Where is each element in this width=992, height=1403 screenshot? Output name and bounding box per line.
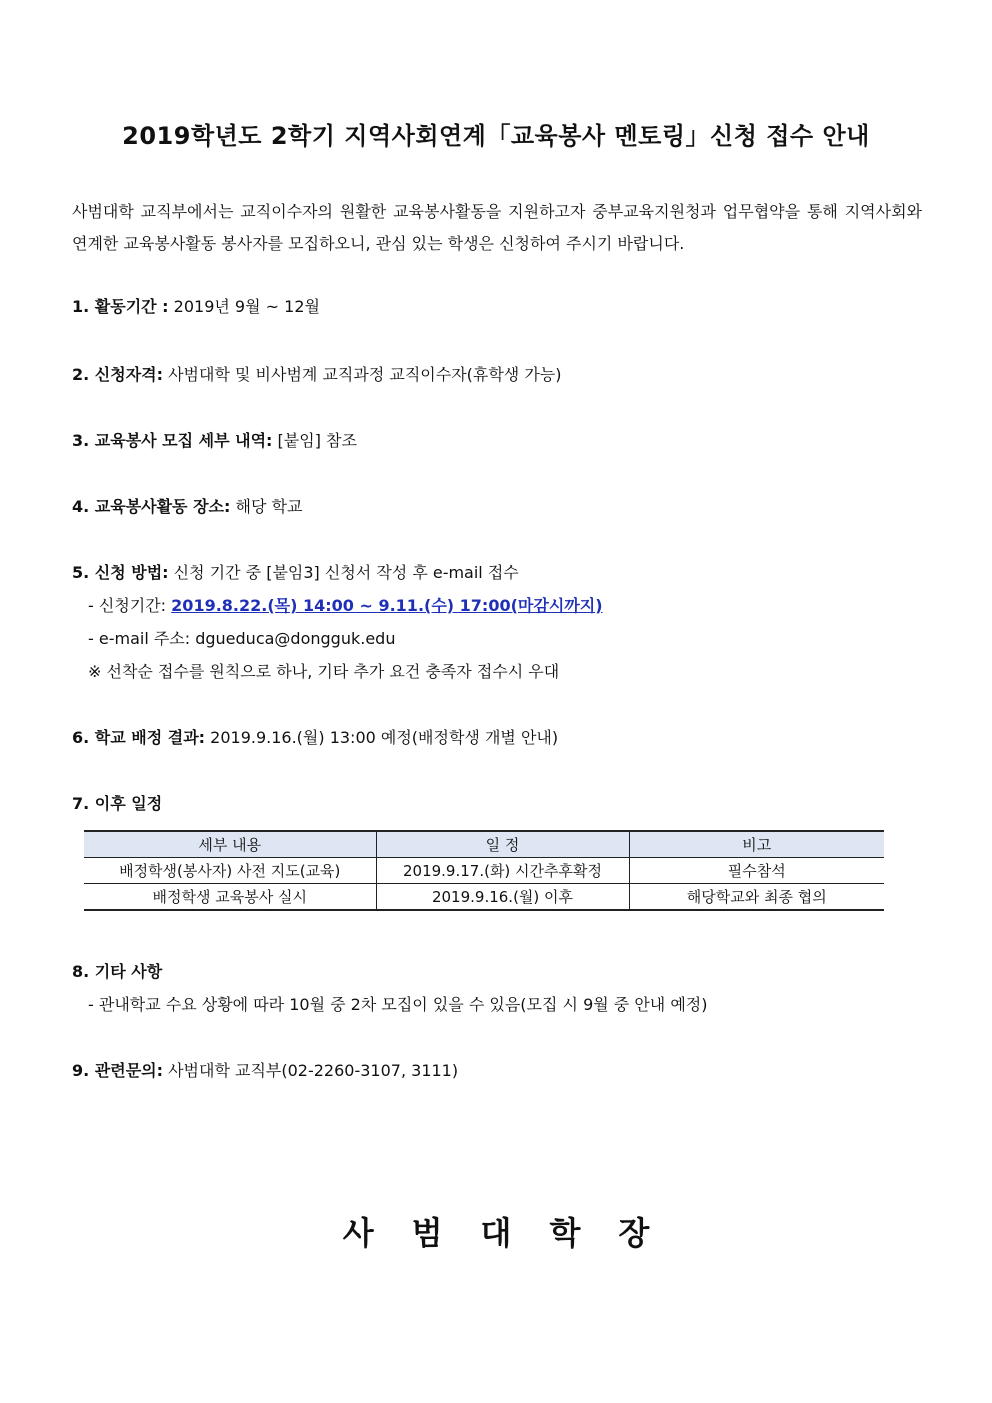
table-row [84, 884, 884, 911]
table-cell: 배정학생(봉사자) 사전 지도(교육) [84, 858, 376, 884]
section-label: 7. 이후 일정 [72, 794, 163, 813]
table-row [84, 858, 884, 884]
section-text: 2019.9.16.(월) 13:00 예정(배정학생 개별 안내) [205, 728, 559, 747]
section-text: 사범대학 및 비사범계 교직과정 교직이수자(휴학생 가능) [163, 365, 562, 384]
table-cell: 2019.9.16.(월) 이후 [376, 884, 629, 911]
section-inquiry [72, 1058, 458, 1081]
section-label: 5. 신청 방법: [72, 563, 169, 582]
apply-period-line [88, 593, 603, 616]
section-assignment-result [72, 725, 558, 748]
section-eligibility [72, 362, 562, 385]
table-cell: 배정학생 교육봉사 실시 [84, 884, 376, 911]
section-text: [붙임] 참조 [272, 431, 357, 450]
section-later-schedule [72, 791, 162, 814]
table-header-row [84, 831, 884, 858]
section-activity-period [72, 294, 320, 317]
section-recruit-details [72, 428, 357, 451]
section-label: 1. 활동기간 : [72, 297, 169, 316]
section-label: 6. 학교 배정 결과: [72, 728, 206, 747]
section-label: 4. 교육봉사활동 장소: [72, 497, 231, 516]
signature-dean: 사범대학장 [342, 1214, 688, 1252]
apply-note-line: ※ 선착순 접수를 원칙으로 하나, 기타 추가 요건 충족자 접수시 우대 [88, 662, 560, 681]
apply-period-label: - 신청기간: [88, 596, 172, 615]
section-etc [72, 959, 162, 982]
section-apply-method [72, 560, 519, 583]
section-label: 8. 기타 사항 [72, 962, 163, 981]
table-cell: 필수참석 [629, 858, 884, 884]
section-text: 해당 학교 [230, 497, 303, 516]
section-label: 9. 관련문의: [72, 1061, 164, 1080]
section-text: 2019년 9월 ~ 12월 [168, 297, 320, 316]
section-label: 3. 교육봉사 모집 세부 내역: [72, 431, 273, 450]
table-header-cell: 비고 [629, 831, 884, 858]
section-activity-place [72, 494, 302, 517]
table-header-cell: 세부 내용 [84, 831, 376, 858]
etc-line: - 관내학교 수요 상황에 따라 10월 중 2차 모집이 있을 수 있음(모집 시 9월 중 안내 예정) [88, 995, 708, 1014]
section-label: 2. 신청자격: [72, 365, 164, 384]
apply-email-line: - e-mail 주소: dgueduca@dongguk.edu [88, 629, 396, 648]
intro-paragraph: 사범대학 교직부에서는 교직이수자의 원활한 교육봉사활동을 지원하고자 중부교육지원청과 업무협약을 통해 지역사회와 연계한 교육봉사활동 봉사자를 모집하오니, 관심 있는 학생은 신청하여 주시기 바랍니다. [72, 202, 922, 253]
table-cell: 2019.9.17.(화) 시간추후확정 [376, 858, 629, 884]
apply-period-value: 2019.8.22.(목) 14:00 ~ 9.11.(수) 17:00(마감시까지) [171, 596, 603, 615]
table-header-cell: 일 정 [376, 831, 629, 858]
document-title: 2019학년도 2학기 지역사회연계「교육봉사 멘토링」신청 접수 안내 [122, 122, 870, 150]
section-text: 사범대학 교직부(02-2260-3107, 3111) [163, 1061, 459, 1080]
section-text: 신청 기간 중 [붙임3] 신청서 작성 후 e-mail 접수 [168, 563, 519, 582]
schedule-table [84, 830, 884, 911]
table-cell: 해당학교와 최종 협의 [629, 884, 884, 911]
